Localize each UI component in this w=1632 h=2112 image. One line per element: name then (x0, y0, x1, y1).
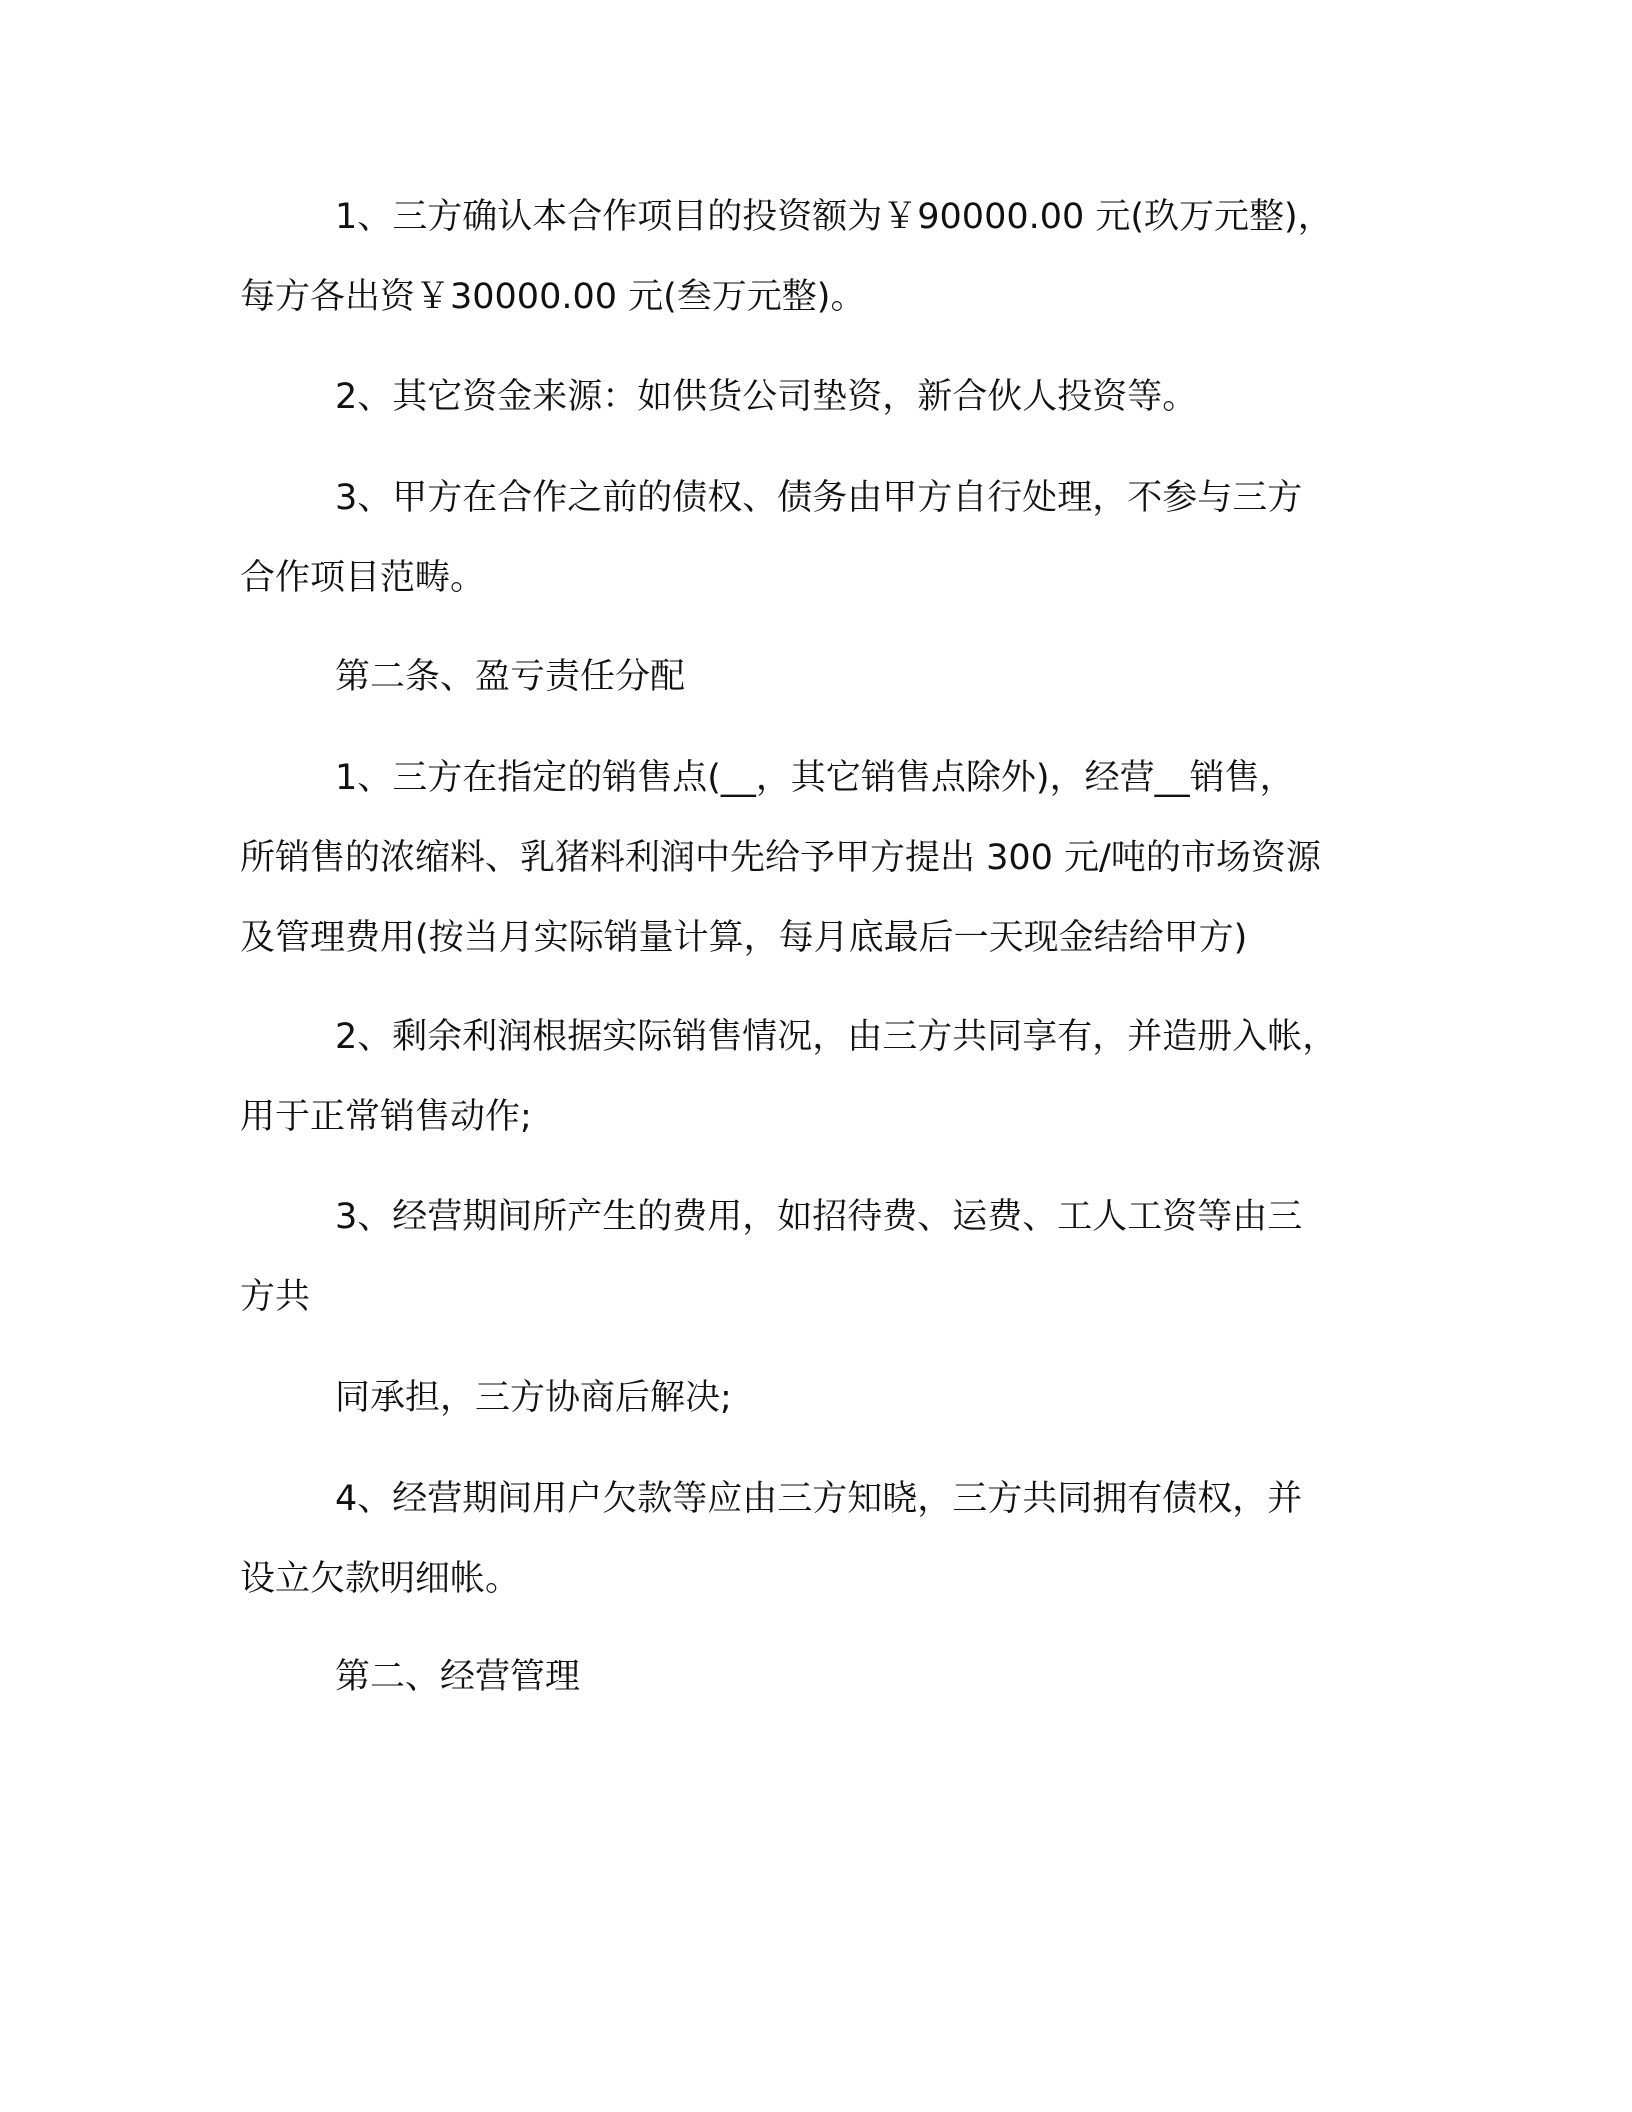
text-line: 方共 (240, 1277, 311, 1317)
paragraph-customer-arrears (240, 1459, 1390, 1619)
text-line: 3、经营期间所产生的费用，如招待费、运费、工人工资等由三 (335, 1197, 1303, 1237)
section-heading-profit-loss (240, 637, 1390, 717)
paragraph-sales-point (240, 738, 1390, 978)
text-line: 3、甲方在合作之前的债权、债务由甲方自行处理，不参与三方 (335, 478, 1303, 518)
text-line: 2、剩余利润根据实际销售情况，由三方共同享有，并造册入帐， (335, 1017, 1338, 1057)
text-line: 同承担，三方协商后解决; (335, 1378, 732, 1418)
text-line: 及管理费用(按当月实际销量计算，每月底最后一天现金结给甲方) (240, 918, 1248, 958)
paragraph-remaining-profit (240, 997, 1390, 1157)
paragraph-party-a-debts (240, 458, 1390, 618)
text-line: 每方各出资￥30000.00 元(叁万元整)。 (240, 277, 866, 317)
paragraph-other-funding (240, 357, 1390, 437)
text-line: 第二条、盈亏责任分配 (335, 657, 686, 697)
text-line: 4、经营期间用户欠款等应由三方知晓，三方共同拥有债权，并 (335, 1479, 1303, 1519)
text-line: 设立欠款明细帐。 (240, 1559, 521, 1599)
text-line: 1、三方确认本合作项目的投资额为￥90000.00 元(玖万元整)， (335, 197, 1333, 237)
text-line: 所销售的浓缩料、乳猪料利润中先给予甲方提出 300 元/吨的市场资源 (240, 838, 1321, 878)
text-line: 合作项目范畴。 (240, 558, 486, 598)
section-heading-management (240, 1637, 1390, 1717)
text-line: 2、其它资金来源：如供货公司垫资，新合伙人投资等。 (335, 377, 1198, 417)
text-line: 第二、经营管理 (335, 1657, 581, 1697)
paragraph-investment-amount (240, 177, 1390, 337)
paragraph-shared-burden (240, 1358, 1390, 1438)
paragraph-operating-expenses (240, 1177, 1390, 1337)
text-line: 用于正常销售动作; (240, 1097, 532, 1137)
text-line: 1、三方在指定的销售点(__，其它销售点除外)，经营__销售， (335, 758, 1295, 798)
